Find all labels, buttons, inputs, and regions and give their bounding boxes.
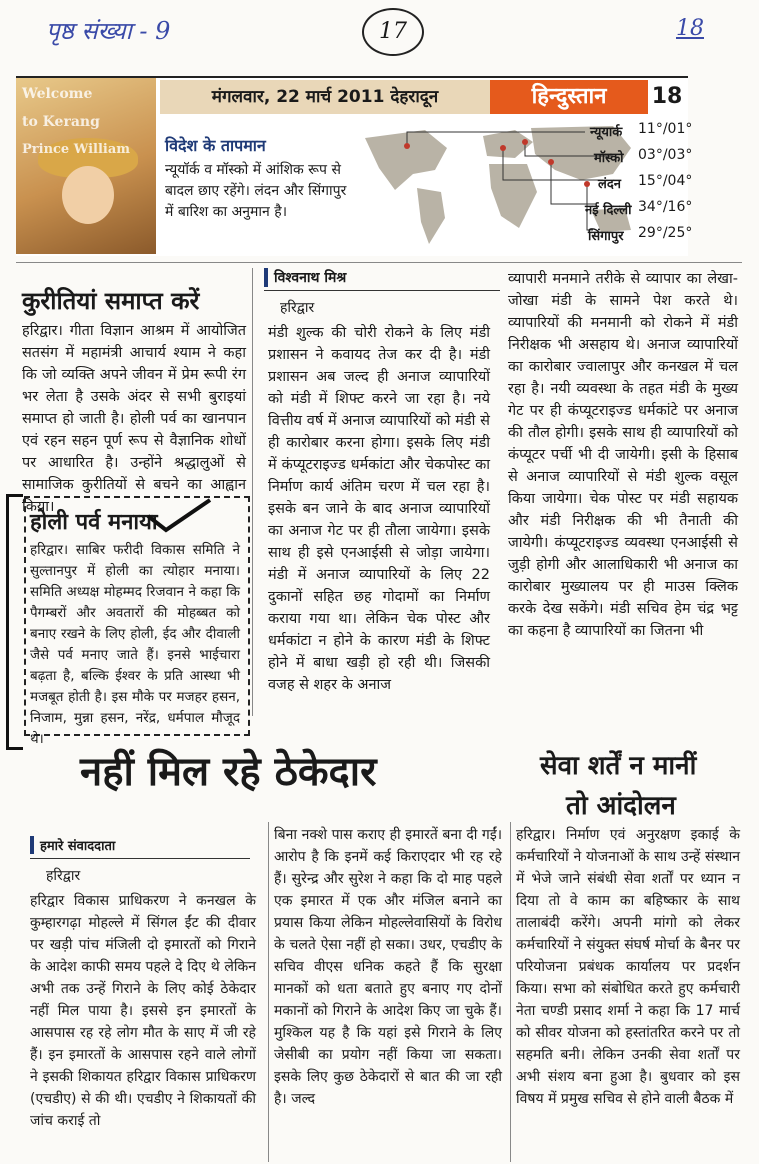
story-body: हरिद्वार। निर्माण एवं अनुरक्षण इकाई के कर्मचारियों ने योजनाओं के साथ उन्हें संस्थान में भेजे जाने संबंधी सेवा शर्तों पर ध्यान न दिया तो वे काम का बहिष्कार के साथ तालाबंदी करेंगे। अपनी मांगो को लेकर कर्मचारियों ने संयुक्त संघर्ष मोर्चा के बैनर पर परियोजना प्रबंधक कार्यालय पर प्रदर्शन किया। सभा को संबोधित करते हुए कर्मचारी नेता चण्डी प्रसाद शर्मा ने कहा कि 17 मार्च को सीवर योजना को हस्तांतरित करने पर तो सहमति बनी। लेकिन उनकी सेवा शर्तों पर अभी संशय बना हुआ है। बुधवार को इस विषय में प्रमुख सचिव से होने वाली बैठक में <box>516 827 740 1107</box>
story-column: मंडी शुल्क की चोरी रोकने के लिए मंडी प्रशासन ने कवायद तेज कर दी है। मंडी प्रशासन अब जल्द ही अनाज व्यापारियों को मंडी में शिफ्ट करने जा रहा है। नये वित्तीय वर्ष में अनाज व्यापारियों को मंडी से ही कारोबार करना होगा। इसके लिए मंडी में कंप्यूटराइज्ड धर्मकांटा और चेकपोस्ट का निर्माण कार्य अंतिम चरण में चल रहा है। इसके बन जाने के बाद अनाज व्यापारियों का अनाज गेट पर ही तौला जायेगा। इसके साथ ही इसे एनआईसी से जोड़ा जायेगा। मंडी में अनाज व्यापारियों के लिए 22 दुकानों सहित छह गोदामों का निर्माण कराया गया था। लेकिन चेक पोस्ट और धर्मकांटा न होने के कारण मंडी के शिफ्ट होने में बाधा खड़ी हो रही थी। जिसकी वजह से शहर के अनाज <box>268 325 490 693</box>
checkmark-icon <box>144 496 214 536</box>
handwritten-circle-number: 17 <box>379 19 407 44</box>
story-column: व्यापारी मनमाने तरीके से व्यापार का लेखा-जोखा मंडी के सामने पेश करते थे। व्यापारियों की मनमानी को रोकने में मंडी निरीक्षक भी असहाय थे। अनाज व्यापारियों का कारोबार ज्वालापुर और कनखल में चल रहा है। नयी व्यवस्था के तहत मंडी के मुख्य गेट पर ही कंप्यूटराइज्ड धर्मकांटे पर अनाज की तौल होगी। इसके साथ ही व्यापारियों को कंप्यूटर पर्ची भी दी जायेगी। इसी के हिसाब से अनाज व्यापारियों से मंडी शुल्क वसूल किया जायेगा। चेक पोस्ट पर मंडी सहायक और मंडी निरीक्षक की भी तैनाती की जायेगी। कंप्यूटराइज्ड व्यवस्था एनआईसी से जुड़ी होगी और आलाधिकारी भी अनाज का कारोबार मुख्यालय पर ही माउस क्लिक करके देख सकेंगे। मंडी सचिव हेम चंद्र भट्ट का कहना है व्यापारियों का जितना भी <box>508 271 738 639</box>
city-temp: 15°/04° <box>638 173 693 189</box>
section-rule <box>16 262 742 263</box>
newspaper-brand: हिन्दुस्तान <box>490 80 648 114</box>
photo-caption-line: Welcome <box>22 86 93 102</box>
story-dateline: हरिद्वार <box>46 868 81 884</box>
column-rule <box>252 268 253 716</box>
story-dateline: हरिद्वार <box>280 300 315 316</box>
weather-text: न्यूयॉर्क व मॉस्को में आंशिक रूप से बादल छाए रहेंगे। लंदन और सिंगापुर में बारिश का अनुमान है। <box>165 162 347 220</box>
handwritten-circle <box>362 8 424 56</box>
story-byline: हमारे संवाददाता <box>30 836 115 854</box>
handwritten-page-right: 18 <box>676 16 704 41</box>
city-temp: 03°/03° <box>638 147 693 163</box>
story-headline: सेवा शर्तें न मानीं <box>540 751 697 781</box>
story-byline: विश्वनाथ मिश्र <box>264 268 346 287</box>
byline-rule <box>264 290 500 291</box>
city-temp: 29°/25° <box>638 225 693 241</box>
city-temp: 34°/16° <box>638 199 693 215</box>
city-name: लंदन <box>598 177 621 192</box>
story-headline: कुरीतियां समाप्त करें <box>22 287 200 315</box>
city-name: सिंगापुर <box>588 229 624 244</box>
city-name: मॉस्को <box>594 151 624 166</box>
handwritten-page-note: पृष्ठ संख्या - 9 <box>46 17 171 45</box>
photo-face <box>62 166 114 224</box>
story-headline: तो आंदोलन <box>566 791 676 821</box>
city-name: न्यूयार्क <box>590 125 623 140</box>
weather-title: विदेश के तापमान <box>165 136 266 155</box>
city-temp: 11°/01° <box>638 121 693 137</box>
story-body: हरिद्वार। गीता विज्ञान आश्रम में आयोजित सतसंग में महामंत्री आचार्य श्याम ने कहा कि जो व्यक्ति अपने जीवन में प्रेम रूपी रंग भर लेता है उसके अंदर से सभी बुराइयां समाप्त हो जाती है। होली पर्व का खानपान एवं रहन सहन पूर्ण रूप से वैज्ञानिक शोधों पर आधारित है। उन्होंने श्रद्धालुओं से सामाजिक कुरीतियों से बचने का आह्वान किया। <box>22 323 246 515</box>
page-number: 18 <box>648 80 686 114</box>
story-body: हरिद्वार। साबिर फरीदी विकास समिति ने सुल्तानपुर में होली का त्योहार मनाया। समिति अध्यक्ष मोहम्मद रिजवान ने कहा कि पैगम्बरों और अवतारों की मोहब्बत को बनाए रखने के लिए होली, ईद और दीवाली जैसे पर्व मनाए जाते हैं। इनसे भाईचारा बढ़ता है, बल्कि ईश्वर के प्रति आस्था भी मजबूत होती है। इस मौके पर मजहर हसन, निजाम, मुन्ना हसन, नरेंद्र, धर्मपाल मौजूद थे। <box>30 542 240 747</box>
story-headline: होली पर्व मनाया <box>30 510 158 535</box>
map-south-america <box>417 188 445 244</box>
city-name: नई दिल्ली <box>585 203 632 218</box>
masthead-photo <box>16 78 156 254</box>
map-north-america <box>365 130 447 190</box>
photo-caption-line: Prince William <box>22 142 131 157</box>
world-map <box>355 118 685 250</box>
story-column: हरिद्वार विकास प्राधिकरण ने कनखल के कुम्हारगढ़ा मोहल्ले में सिंगल ईंट की दीवार पर खड़ी पांच मंजिली दो इमारतों को गिराने के आदेश काफी समय पहले दे दिए थे लेकिन अभी तक उन्हें गिराने के लिए कोई ठेकेदार नहीं मिल पाया है। इससे इन इमारतों के आसपास रह रहे लोग मौत के साए में जी रहे हैं। इन इमारतों के आसपास रहने वाले लोगों ने इसकी शिकायत हरिद्वार विकास प्राधिकरण (एचडीए) से की थी। एचडीए ने शिकायतों की जांच कराई तो <box>30 893 256 1129</box>
story-column: बिना नक्शे पास कराए ही इमारतें बना दी गईं। आरोप है कि इनमें कई किराएदार भी रह रहे हैं। सुरेन्द्र और सुरेश ने कहा कि दो माह पहले एक इमारत में एक और मंजिल बनाने का प्रयास किया लेकिन मोहल्लेवासियों के विरोध के चलते ऐसा नहीं हो सका। उधर, एचडीए के सचिव वीएस धनिक कहते हैं कि सुरक्षा मानकों को धता बताते हुए बनाए गए दोनों मकानों को गिराने के आदेश किए जा चुके हैं। मुश्किल यह है कि यहां इसे गिराने के लिए जेसीबी का प्रयोग नहीं किया जा सकता। इसके लिए कुछ ठेकेदारों से बात की जा रही है। जल्द <box>274 827 502 1107</box>
byline-rule <box>30 858 250 859</box>
photo-caption-line: to Kerang <box>22 114 100 130</box>
column-rule <box>268 822 269 1162</box>
story-headline: नहीं मिल रहे ठेकेदार <box>80 749 377 795</box>
map-africa <box>489 164 537 228</box>
handwritten-bracket <box>6 494 23 750</box>
column-rule <box>510 822 511 1162</box>
date-line: मंगलवार, 22 मार्च 2011 देहरादून <box>160 80 490 114</box>
